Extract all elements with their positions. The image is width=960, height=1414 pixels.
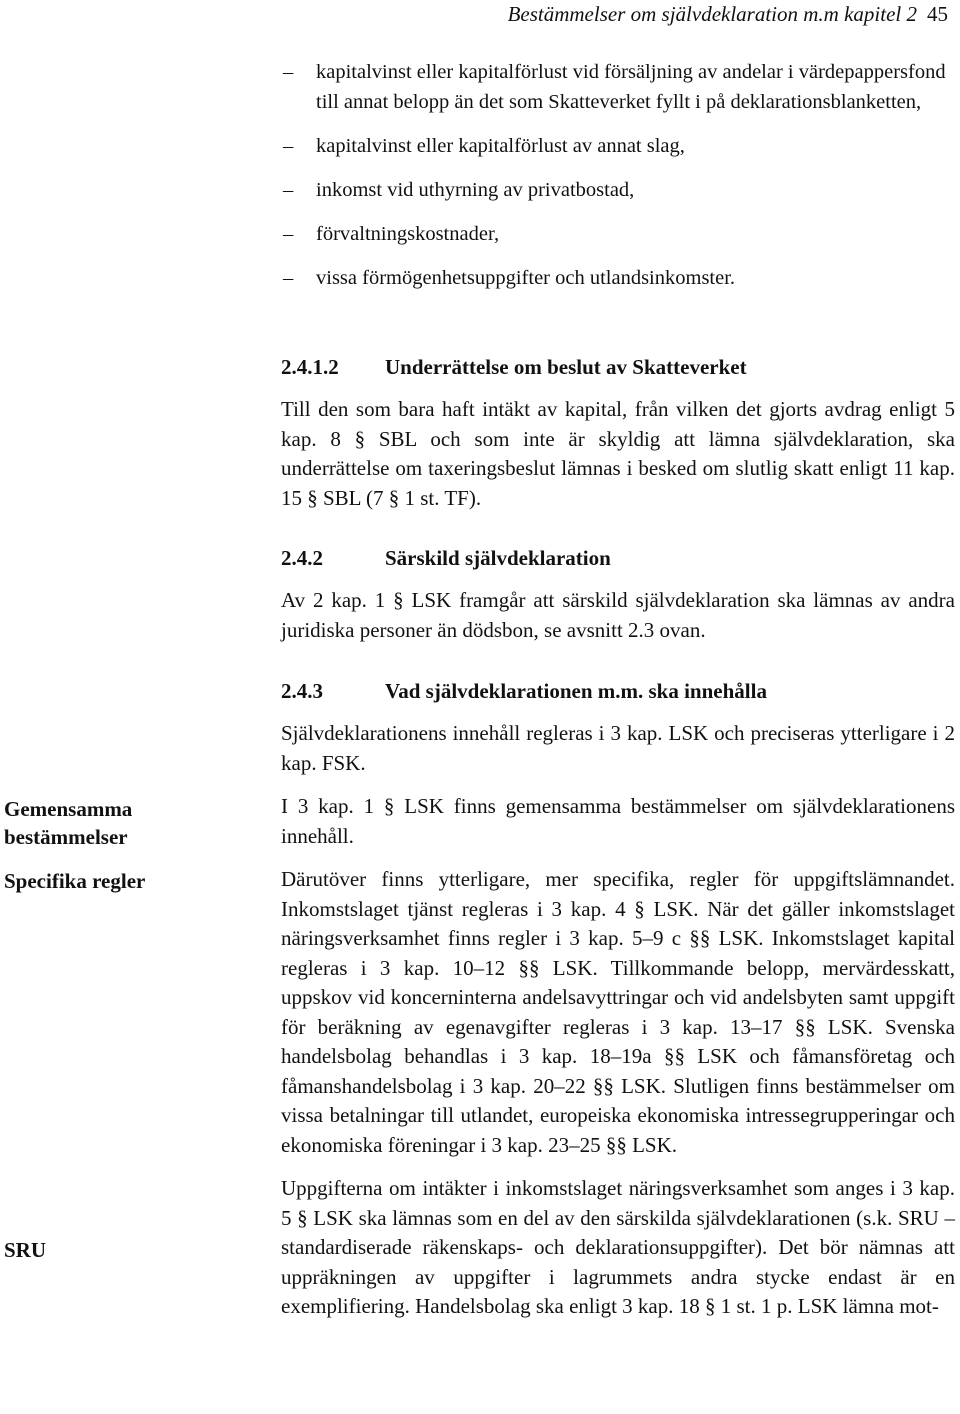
section-2-4-2 [281,543,955,645]
page-number: 45 [927,2,948,26]
section-heading [281,352,955,382]
paragraph: Därutöver finns ytterligare, mer specifika, regler för uppgiftslämnandet. Inkomstslaget tjänst regleras i 3 kap. 4 § LSK. När det gäller inkomstslaget näringsverksamhet finns regler i 3 kap. 5–9 c §§ LSK. Inkomstslaget kapital regleras i 3 kap. 10–12 §§ LSK. Tillkommande belopp, mervärdesskatt, uppskov vid koncerninterna andelsavyttringar och vid andelsbyten samt uppgift för beräkning av egenavgifter regleras i 3 kap. 13–17 §§ LSK. Svenska handelsbolag behandlas i 3 kap. 18–19a §§ LSK och fåmansföretag och fåmanshandelsbolag i 3 kap. 20–22 §§ LSK. Slutligen finns bestämmelser om vissa betalningar till utlandet, europeiska ekonomiska intressegrupperingar och ekonomiska föreningar i 3 kap. 23–25 §§ LSK. [281,867,955,1157]
section-title: Särskild självdeklaration [385,546,611,570]
running-header [0,0,948,32]
section-title: Vad självdeklarationen m.m. ska innehålla [385,679,767,703]
section-number: 2.4.2 [281,546,323,570]
list-item-text: kapitalvinst eller kapitalförlust vid försäljning av andelar i värdepappersfond till annat belopp än det som Skatteverket fyllt i på deklarationsblanketten, [316,61,946,113]
section-heading [281,676,955,706]
dash-bullet: – [283,61,294,83]
section-heading [281,543,955,573]
list-item-text: förvaltningskostnader, [316,222,500,245]
section-2-4-1-2 [281,352,955,513]
list-item [283,176,955,206]
list-item [283,220,955,250]
margin-note-specifika: Specifika regler [4,869,146,893]
section-2-4-3 [281,676,955,1322]
paragraph: I 3 kap. 1 § LSK finns gemensamma bestämmelser om självdeklarationens innehåll. [281,794,955,848]
dash-bullet: – [283,266,294,289]
dash-bullet: – [283,178,294,201]
paragraph: Självdeklarationens innehåll regleras i 3 kap. LSK och preciseras ytterligare i 2 kap. FSK. [281,721,955,775]
section-title: Underrättelse om beslut av Skatteverket [385,355,747,379]
list-item [283,58,955,117]
list-item-text: vissa förmögenhetsuppgifter och utlandsinkomster. [316,266,736,289]
list-item [283,264,955,294]
list-item-text: kapitalvinst eller kapitalförlust av annat slag, [316,134,685,157]
paragraph: Av 2 kap. 1 § LSK framgår att särskild självdeklaration ska lämnas av andra juridiska personer än dödsbon, se avsnitt 2.3 ovan. [281,588,955,642]
section-number: 2.4.3 [281,679,323,703]
paragraph: Till den som bara haft intäkt av kapital, från vilken det gjorts avdrag enligt 5 kap. 8 § SBL och som inte är skyldig att lämna självdeklaration, ska underrättelse om taxeringsbeslut lämnas i besked om slutlig skatt enligt 11 kap. 15 § SBL (7 § 1 st. TF). [281,397,955,510]
dash-bullet: – [283,134,294,157]
list-item [283,132,955,162]
dash-list [283,58,955,308]
running-header-title: Bestämmelser om självdeklaration m.m kapitel 2 [507,2,917,26]
margin-note-gemensamma: Gemensamma bestämmelser [4,797,133,849]
section-number: 2.4.1.2 [281,355,339,379]
margin-note-sru: SRU [4,1238,47,1262]
dash-bullet: – [283,222,294,245]
paragraph: Uppgifterna om intäkter i inkomstslaget näringsverksamhet som anges i 3 kap. 5 § LSK ska lämnas som en del av den särskilda självdeklarationen (s.k. SRU – standardiserade räkenskaps- och deklarationsuppgifter). Det bör nämnas att uppräkningen av uppgifter i lagrummets andra stycke endast är en exemplifiering. Handelsbolag ska enligt 3 kap. 18 § 1 st. 1 p. LSK lämna mot- [281,1176,955,1318]
list-item-text: inkomst vid uthyrning av privatbostad, [316,178,635,201]
